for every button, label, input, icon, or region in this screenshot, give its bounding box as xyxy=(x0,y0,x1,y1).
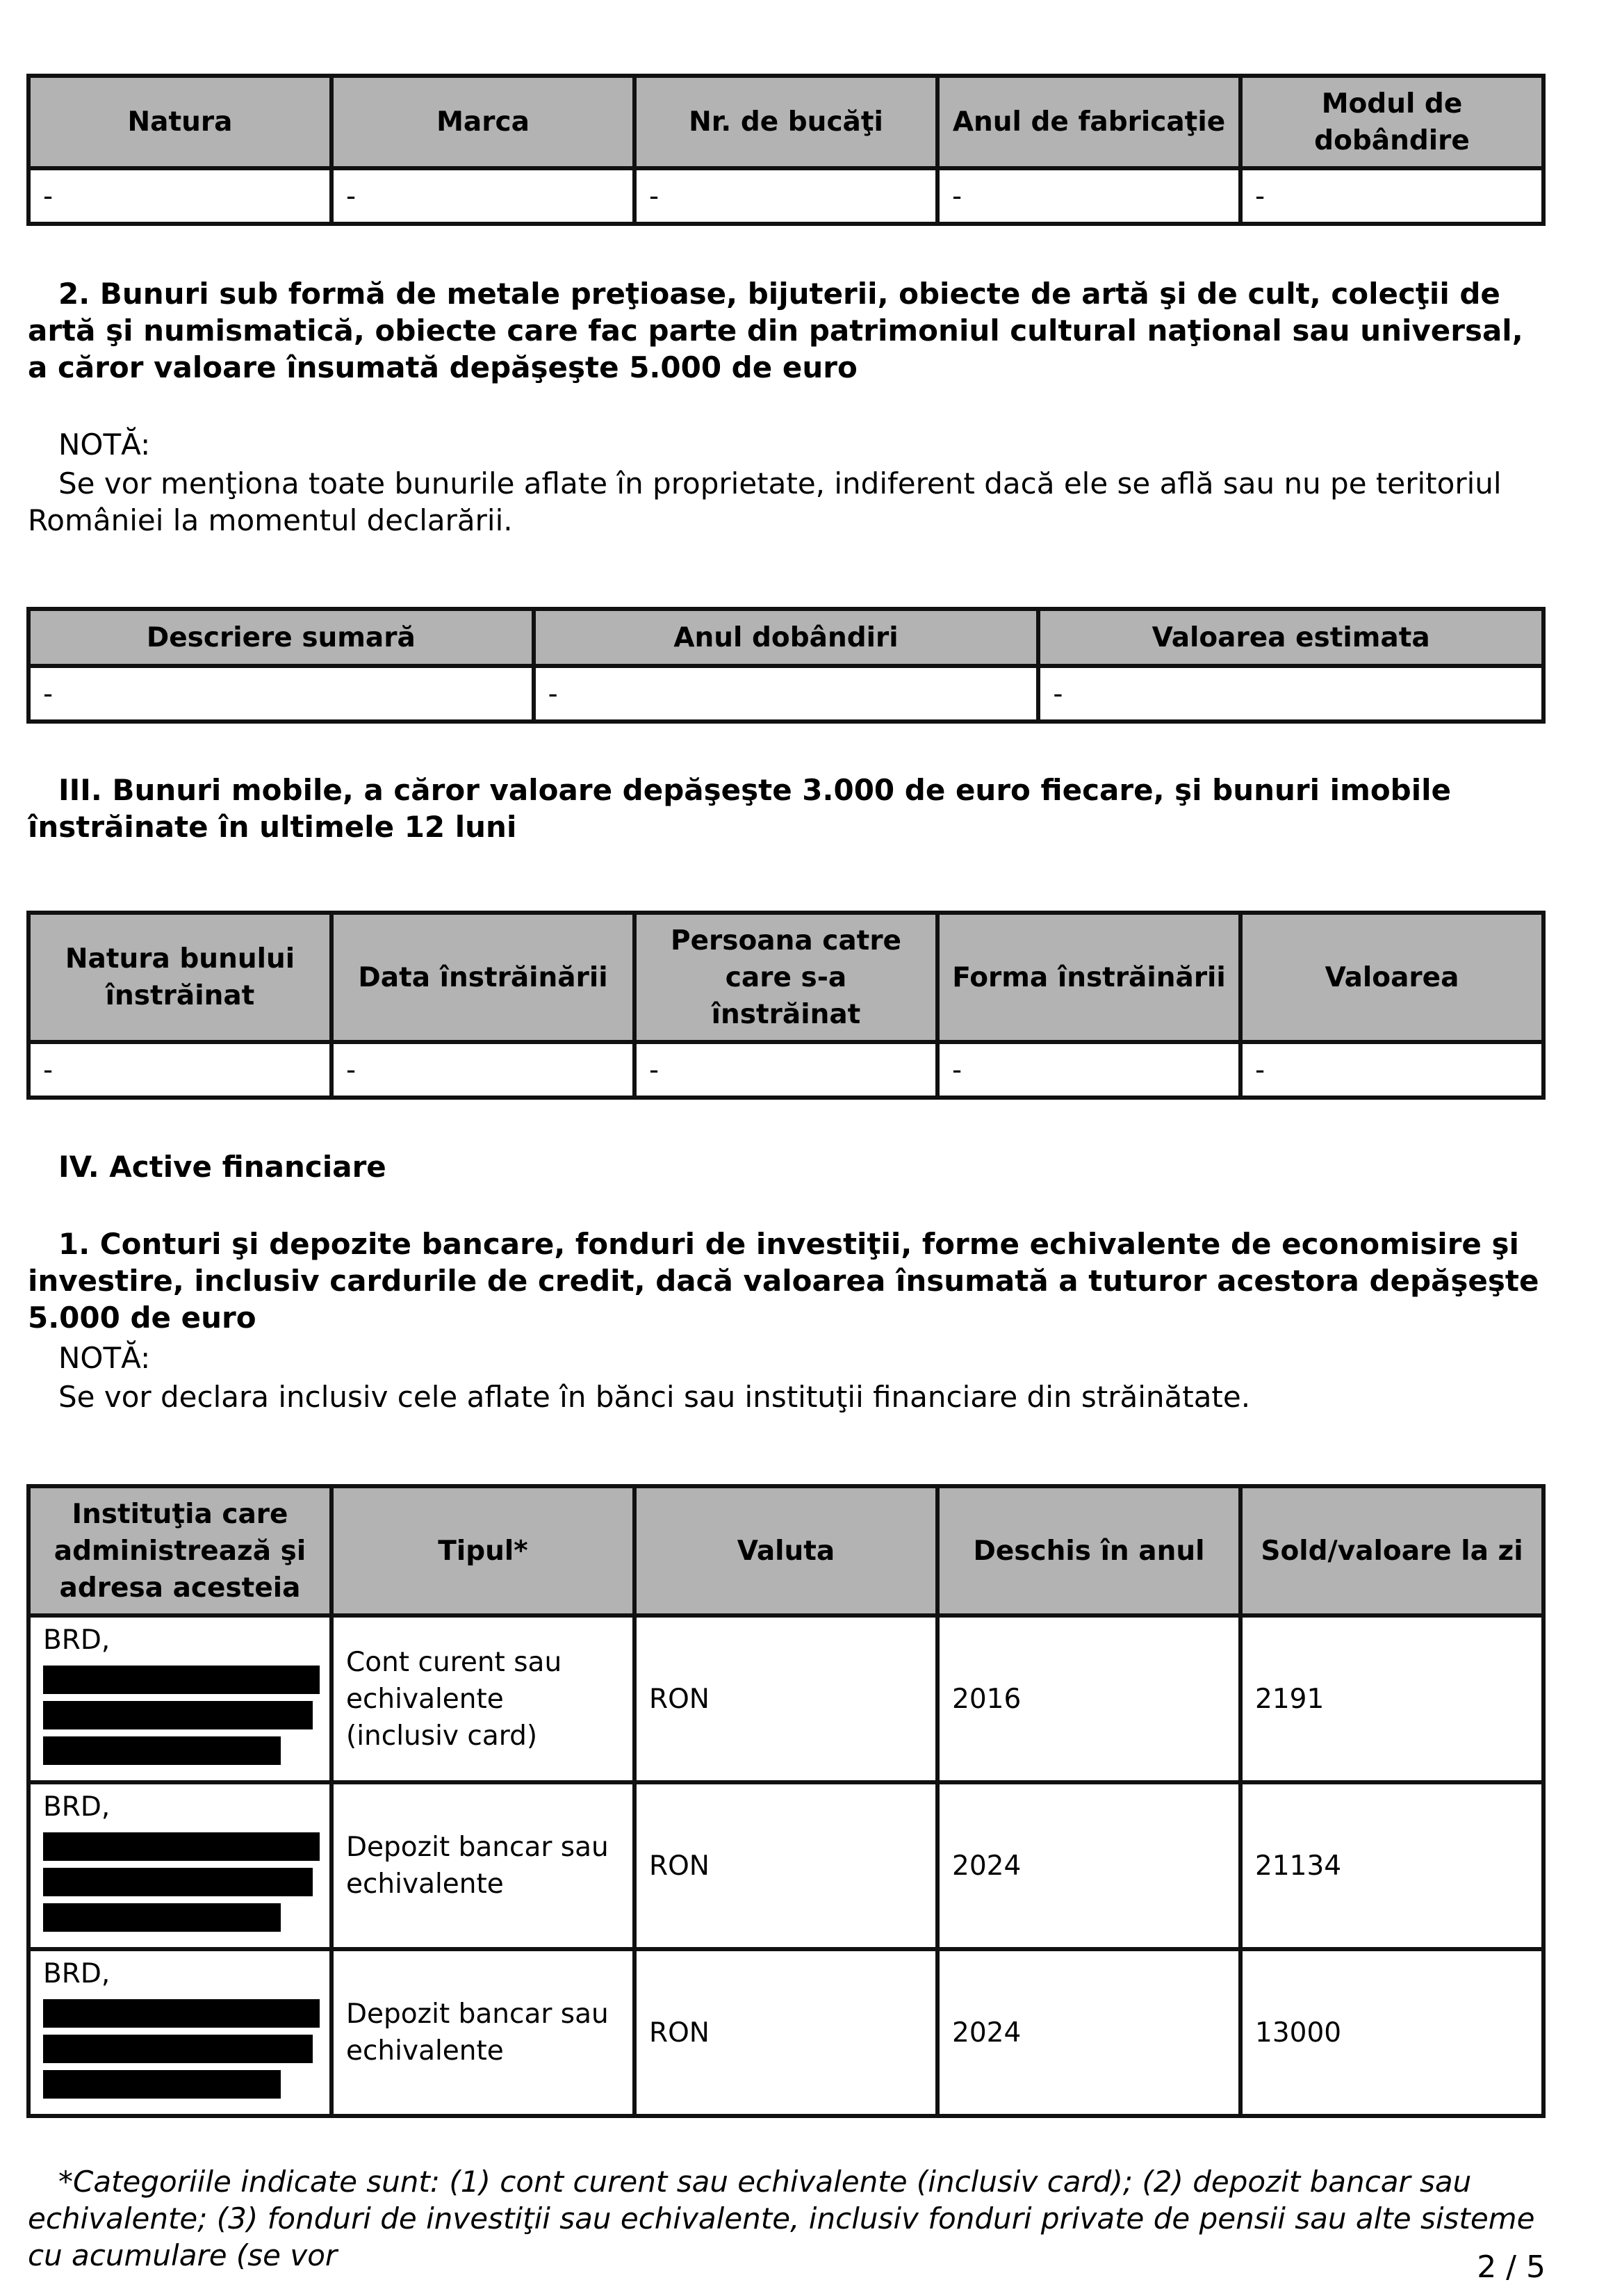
vehicles-table xyxy=(26,74,1546,226)
table-cell: - xyxy=(937,168,1240,224)
page-number: 2 / 5 xyxy=(1477,2249,1546,2285)
note-text: Se vor menţiona toate bunurile aflate în proprietate, indiferent dacă ele se află sau nu pe teritoriul României la momentul declarării. xyxy=(28,466,1502,537)
valuables-table xyxy=(26,607,1546,724)
column-header: Forma înstrăinării xyxy=(937,913,1240,1042)
redaction-bar xyxy=(43,1701,313,1729)
table-row xyxy=(28,1782,1543,1949)
section-iv-1-heading: 1. Conturi şi depozite bancare, fonduri de investiţii, forme echivalente de economisire şi investire, inclusiv cardurile de credit, dacă valoarea însumată a tuturor acestora depăşeşte 5.000 de euro xyxy=(28,1227,1539,1335)
redaction-bar xyxy=(43,2035,313,2063)
redaction-bar xyxy=(43,2070,281,2099)
column-header: Data înstrăinării xyxy=(331,913,634,1042)
note-label: NOTĂ: xyxy=(58,428,151,462)
column-header: Anul de fabricaţie xyxy=(937,76,1240,168)
column-header: Valoarea xyxy=(1240,913,1543,1042)
table-cell: - xyxy=(634,168,937,224)
section-iv-heading: IV. Active financiare xyxy=(58,1150,386,1184)
account-type-cell: Cont curent sau echivalente (inclusiv card) xyxy=(331,1615,634,1782)
institution-cell xyxy=(28,1949,331,2116)
redaction-bar xyxy=(43,1868,313,1896)
column-header: Anul dobândiri xyxy=(534,609,1039,666)
note-label: NOTĂ: xyxy=(58,1341,151,1375)
currency-cell: RON xyxy=(634,1949,937,2116)
opened-year-cell: 2016 xyxy=(937,1615,1240,1782)
column-header: Natura bunului înstrăinat xyxy=(28,913,331,1042)
table-row xyxy=(28,666,1543,722)
redaction-bar xyxy=(43,1903,281,1932)
balance-cell: 2191 xyxy=(1240,1615,1543,1782)
column-header: Marca xyxy=(331,76,634,168)
table-cell: - xyxy=(331,168,634,224)
opened-year-cell: 2024 xyxy=(937,1782,1240,1949)
account-type-cell: Depozit bancar sau echivalente xyxy=(331,1949,634,2116)
column-header: Instituţia care administrează şi adresa acesteia xyxy=(28,1486,331,1615)
institution-name: BRD, xyxy=(43,1791,110,1823)
table-cell: - xyxy=(1038,666,1543,722)
column-header: Tipul* xyxy=(331,1486,634,1615)
table-cell: - xyxy=(28,1042,331,1098)
section-iii-heading: III. Bunuri mobile, a căror valoare depăşeşte 3.000 de euro fiecare, şi bunuri imobile înstrăinate în ultimele 12 luni xyxy=(28,773,1452,844)
section-ii-2-heading: 2. Bunuri sub formă de metale preţioase, bijuterii, obiecte de artă şi de cult, colecţii de artă şi numismatică, obiecte care fac parte din patrimoniul cultural naţional sau universal, a căror valoare însumată depăşeşte 5.000 de euro xyxy=(28,277,1523,384)
table-row xyxy=(28,1949,1543,2116)
currency-cell: RON xyxy=(634,1782,937,1949)
currency-cell: RON xyxy=(634,1615,937,1782)
column-header: Valuta xyxy=(634,1486,937,1615)
column-header: Nr. de bucăţi xyxy=(634,76,937,168)
table-cell: - xyxy=(937,1042,1240,1098)
table-cell: - xyxy=(28,666,534,722)
column-header: Natura xyxy=(28,76,331,168)
alienated-table xyxy=(26,911,1546,1100)
accounts-table xyxy=(26,1484,1546,2118)
redaction-bar xyxy=(43,1832,320,1861)
balance-cell: 21134 xyxy=(1240,1782,1543,1949)
table-cell: - xyxy=(534,666,1039,722)
table-row xyxy=(28,168,1543,224)
institution-name: BRD, xyxy=(43,1958,110,1989)
balance-cell: 13000 xyxy=(1240,1949,1543,2116)
redaction-bar xyxy=(43,1999,320,2028)
redaction-bar xyxy=(43,1666,320,1694)
column-header: Persoana catre care s-a înstrăinat xyxy=(634,913,937,1042)
opened-year-cell: 2024 xyxy=(937,1949,1240,2116)
account-type-cell: Depozit bancar sau echivalente xyxy=(331,1782,634,1949)
column-header: Descriere sumară xyxy=(28,609,534,666)
table-cell: - xyxy=(28,168,331,224)
table-cell: - xyxy=(1240,168,1543,224)
table-cell: - xyxy=(634,1042,937,1098)
table-cell: - xyxy=(1240,1042,1543,1098)
table-row xyxy=(28,1615,1543,1782)
redaction-bar xyxy=(43,1736,281,1765)
table-row xyxy=(28,1042,1543,1098)
column-header: Modul de dobândire xyxy=(1240,76,1543,168)
column-header: Valoarea estimata xyxy=(1038,609,1543,666)
institution-cell xyxy=(28,1615,331,1782)
table-cell: - xyxy=(331,1042,634,1098)
footnote: *Categoriile indicate sunt: (1) cont curent sau echivalente (inclusiv card); (2) depozit bancar sau echivalente; (3) fonduri de investiţii sau echivalente, inclusiv fonduri private de pensii sau alte sisteme cu acumulare (se vor xyxy=(28,2165,1535,2272)
note-text: Se vor declara inclusiv cele aflate în bănci sau instituţii financiare din străinătate. xyxy=(58,1380,1251,1414)
column-header: Deschis în anul xyxy=(937,1486,1240,1615)
column-header: Sold/valoare la zi xyxy=(1240,1486,1543,1615)
institution-name: BRD, xyxy=(43,1625,110,1656)
institution-cell xyxy=(28,1782,331,1949)
